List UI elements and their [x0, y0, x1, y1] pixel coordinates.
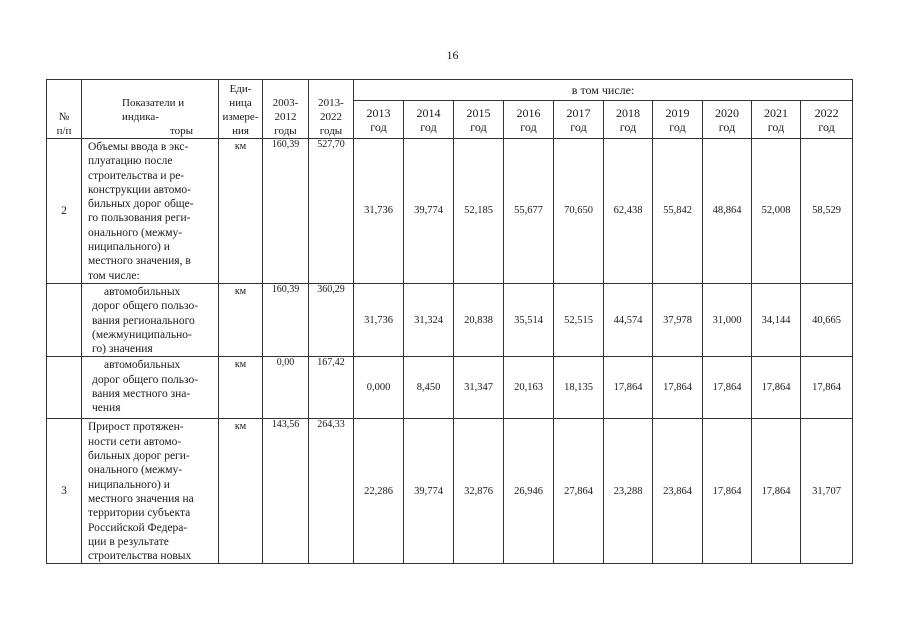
row-year-value: 55,677 — [504, 139, 554, 284]
header-year-unit: год — [420, 119, 437, 134]
header-year-value: 2014 — [416, 105, 441, 120]
table-header — [47, 80, 853, 139]
row-year-value: 31,707 — [801, 419, 853, 564]
header-year — [454, 101, 504, 139]
row-year-value: 17,864 — [801, 357, 853, 419]
indicator-line: бильных дорог обще- — [88, 198, 194, 211]
row-unit: км — [219, 357, 263, 419]
table-row — [47, 419, 853, 564]
header-unit-line: Еди- — [229, 83, 252, 95]
header-indicator-line: Показатели и индика- — [122, 97, 185, 123]
row-year-value: 17,864 — [653, 357, 703, 419]
row-year-value: 17,864 — [703, 419, 752, 564]
indicators-table — [46, 79, 853, 564]
page-number: 16 — [446, 48, 459, 62]
row-year-value: 52,515 — [554, 283, 604, 356]
row-year-value: 8,450 — [404, 357, 454, 419]
row-year-value: 18,135 — [554, 357, 604, 419]
row-year-value: 35,514 — [504, 283, 554, 356]
indicator-line: ции в результате — [88, 535, 169, 548]
row-indicator — [82, 139, 219, 284]
header-period-line: 2022 — [320, 111, 342, 123]
row-year-value: 62,438 — [604, 139, 653, 284]
row-indicator — [82, 419, 219, 564]
header-year-unit: год — [370, 119, 387, 134]
header-unit-line: ния — [232, 125, 249, 137]
header-year — [554, 101, 604, 139]
header-period-line: 2012 — [274, 111, 297, 123]
row-year-value: 52,185 — [454, 139, 504, 284]
row-year-value: 20,838 — [454, 283, 504, 356]
header-year-value: 2022 — [814, 105, 839, 120]
row-year-value: 17,864 — [752, 419, 801, 564]
header-year-unit: год — [669, 119, 686, 134]
header-period-2003-2012 — [263, 80, 309, 139]
header-year-value: 2019 — [665, 105, 690, 120]
header-year-value: 2021 — [764, 105, 788, 120]
header-year-value: 2016 — [516, 105, 541, 120]
table-row — [47, 139, 853, 284]
header-period-line: 2013- — [318, 97, 344, 109]
header-year — [404, 101, 454, 139]
header-period-2013-2022 — [309, 80, 354, 139]
indicator-line: строительства и ре- — [88, 169, 185, 182]
indicator-line: вания местного зна- — [92, 388, 191, 401]
row-year-value: 23,864 — [653, 419, 703, 564]
table-body — [47, 139, 853, 564]
row-year-value: 40,665 — [801, 283, 853, 356]
row-year-value: 52,008 — [752, 139, 801, 284]
header-indicator — [82, 80, 219, 139]
header-year-unit: год — [818, 119, 835, 134]
indicator-line: местного значения на — [88, 492, 194, 505]
header-year-value: 2015 — [466, 105, 491, 120]
header-year-unit: год — [718, 119, 736, 134]
header-period-line: годы — [319, 125, 343, 137]
row-number — [47, 357, 82, 419]
indicator-line: Российской Федера- — [88, 521, 188, 534]
row-year-value: 31,324 — [404, 283, 454, 356]
header-year — [752, 101, 801, 139]
header-num — [47, 80, 82, 139]
indicator-line: местного значения, в — [88, 255, 191, 268]
row-year-value: 31,736 — [354, 283, 404, 356]
header-unit — [219, 80, 263, 139]
row-year-value: 32,876 — [454, 419, 504, 564]
row-year-value: 0,000 — [354, 357, 404, 419]
row-year-value: 58,529 — [801, 139, 853, 284]
row-year-value: 39,774 — [404, 419, 454, 564]
table-row — [47, 357, 853, 419]
header-num-line: п/п — [56, 125, 72, 137]
row-year-value: 39,774 — [404, 139, 454, 284]
row-year-value: 17,864 — [604, 357, 653, 419]
row-unit: км — [219, 419, 263, 564]
row-year-value: 37,978 — [653, 283, 703, 356]
header-period-line: 2003- — [272, 97, 299, 109]
indicator-line: дорог общего пользо- — [92, 373, 199, 386]
row-total-2013-2022: 264,33 — [309, 419, 354, 564]
row-year-value: 17,864 — [752, 357, 801, 419]
indicator-line: ниципального) и — [88, 241, 170, 254]
header-year-value: 2017 — [566, 105, 591, 120]
header-year-value: 2013 — [366, 105, 391, 120]
header-year-unit: год — [619, 119, 637, 134]
row-year-value: 44,574 — [604, 283, 653, 356]
row-year-value: 31,000 — [703, 283, 752, 356]
indicator-line: строительства новых — [88, 550, 192, 563]
row-total-2013-2022: 167,42 — [309, 357, 354, 419]
row-indicator — [82, 357, 219, 419]
header-year — [504, 101, 554, 139]
header-year-unit: год — [767, 119, 785, 134]
indicator-line: онального (межму- — [88, 464, 183, 477]
row-year-value: 31,347 — [454, 357, 504, 419]
header-indicator-line: торы — [170, 125, 194, 137]
header-year-value: 2020 — [715, 105, 739, 120]
row-total-2003-2012: 0,00 — [263, 357, 309, 419]
header-num-line: № — [58, 111, 70, 123]
row-number: 2 — [47, 139, 82, 284]
indicator-line: го пользования реги- — [88, 212, 191, 225]
row-unit: км — [219, 139, 263, 284]
row-year-value: 70,650 — [554, 139, 604, 284]
indicator-line: (межмуниципально- — [92, 328, 192, 341]
header-year — [604, 101, 653, 139]
row-year-value: 55,842 — [653, 139, 703, 284]
row-year-value: 31,736 — [354, 139, 404, 284]
indicator-line: Прирост протяжен- — [88, 421, 184, 434]
header-year — [354, 101, 404, 139]
header-including: в том числе: — [354, 80, 853, 101]
row-year-value: 48,864 — [703, 139, 752, 284]
row-year-value: 34,144 — [752, 283, 801, 356]
row-total-2003-2012: 160,39 — [263, 283, 309, 356]
indicator-line: бильных дорог реги- — [88, 450, 190, 463]
row-total-2003-2012: 160,39 — [263, 139, 309, 284]
table-row — [47, 283, 853, 356]
indicator-line: автомобильных — [104, 285, 181, 298]
row-year-value: 27,864 — [554, 419, 604, 564]
indicator-line: чения — [92, 402, 121, 415]
indicator-line: том числе: — [88, 269, 140, 282]
indicator-line: конструкции автомо- — [88, 183, 191, 196]
header-unit-line: измере- — [222, 111, 259, 123]
row-year-value: 23,288 — [604, 419, 653, 564]
indicator-line: го) значения — [92, 343, 153, 356]
header-year — [703, 101, 752, 139]
row-year-value: 26,946 — [504, 419, 554, 564]
header-year-unit: год — [470, 119, 487, 134]
indicator-line: вания регионального — [92, 314, 195, 327]
indicator-line: ниципального) и — [88, 478, 170, 491]
header-unit-line: ница — [229, 97, 252, 109]
indicator-line: дорог общего пользо- — [92, 300, 199, 313]
indicator-line: плуатацию после — [88, 155, 173, 168]
row-indicator — [82, 283, 219, 356]
indicator-line: Объемы ввода в экс- — [88, 141, 189, 153]
row-unit: км — [219, 283, 263, 356]
header-year-unit: год — [570, 119, 587, 134]
header-year — [653, 101, 703, 139]
row-year-value: 17,864 — [703, 357, 752, 419]
indicator-line: онального (межму- — [88, 226, 183, 239]
row-total-2013-2022: 360,29 — [309, 283, 354, 356]
indicator-line: территории субъекта — [88, 507, 191, 520]
header-year-unit: год — [520, 119, 537, 134]
row-total-2003-2012: 143,56 — [263, 419, 309, 564]
indicator-line: ности сети автомо- — [88, 435, 182, 448]
row-number — [47, 283, 82, 356]
row-total-2013-2022: 527,70 — [309, 139, 354, 284]
header-year-value: 2018 — [616, 105, 640, 120]
row-year-value: 20,163 — [504, 357, 554, 419]
header-period-line: годы — [274, 125, 297, 137]
row-year-value: 22,286 — [354, 419, 404, 564]
header-year — [801, 101, 853, 139]
row-number: 3 — [47, 419, 82, 564]
indicator-line: автомобильных — [104, 359, 181, 372]
